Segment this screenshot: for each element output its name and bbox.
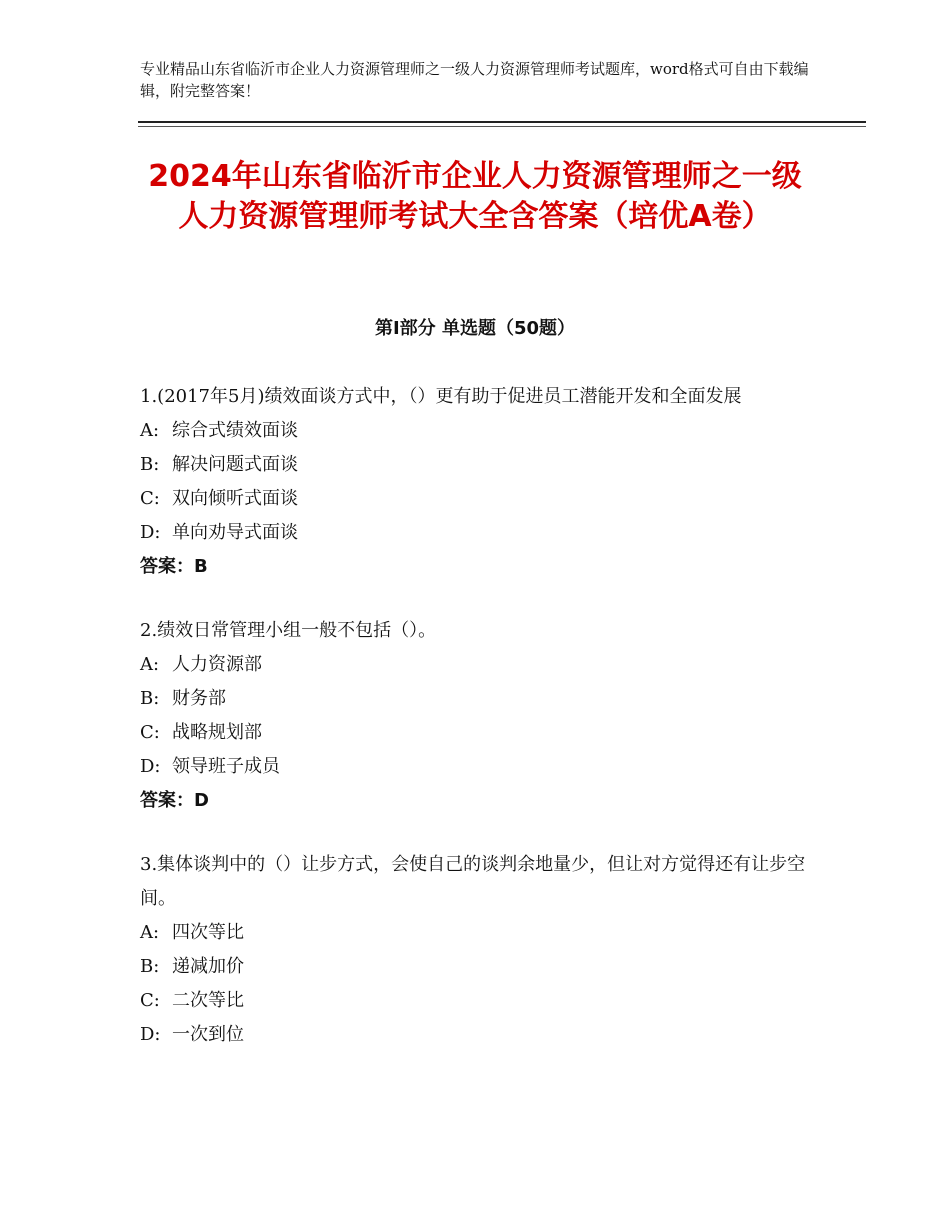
option-key: D:	[140, 522, 161, 543]
question-3	[140, 848, 810, 1052]
option-text: 递减加价	[172, 956, 244, 977]
option-key: A:	[140, 922, 160, 943]
header-rule-thick	[138, 121, 866, 123]
option-d	[140, 750, 810, 784]
option-text: 解决问题式面谈	[172, 454, 298, 475]
answer: 答案：D	[140, 790, 209, 811]
option-text: 人力资源部	[172, 654, 262, 675]
question-stem: 2.绩效日常管理小组一般不包括（）。	[140, 620, 437, 641]
option-b	[140, 448, 810, 482]
answer: 答案：B	[140, 556, 208, 577]
option-key: A:	[140, 654, 160, 675]
option-a	[140, 648, 810, 682]
option-b	[140, 950, 810, 984]
question-1	[140, 380, 810, 584]
option-c	[140, 716, 810, 750]
option-b	[140, 682, 810, 716]
option-text: 双向倾听式面谈	[172, 488, 298, 509]
option-text: 四次等比	[172, 922, 244, 943]
question-2	[140, 614, 810, 818]
option-key: C:	[140, 488, 160, 509]
option-key: B:	[140, 956, 160, 977]
option-d	[140, 516, 810, 550]
option-key: C:	[140, 722, 160, 743]
option-d	[140, 1018, 810, 1052]
option-text: 二次等比	[172, 990, 244, 1011]
option-key: A:	[140, 420, 160, 441]
header-rule-thin	[138, 126, 866, 127]
option-a	[140, 916, 810, 950]
option-text: 领导班子成员	[172, 756, 280, 777]
section-title: 第Ⅰ部分 单选题（50题）	[374, 318, 575, 339]
option-c	[140, 482, 810, 516]
option-a	[140, 414, 810, 448]
option-key: D:	[140, 1024, 161, 1045]
option-text: 财务部	[172, 688, 226, 709]
option-key: B:	[140, 454, 160, 475]
option-key: C:	[140, 990, 160, 1011]
option-key: D:	[140, 756, 161, 777]
option-text: 一次到位	[172, 1024, 244, 1045]
option-key: B:	[140, 688, 160, 709]
option-text: 综合式绩效面谈	[172, 420, 298, 441]
option-text: 战略规划部	[172, 722, 262, 743]
option-c	[140, 984, 810, 1018]
question-list	[140, 380, 810, 1082]
header-note: 专业精品山东省临沂市企业人力资源管理师之一级人力资源管理师考试题库，word格式可自由下载编辑，附完整答案！	[140, 60, 809, 100]
document-title: 2024年山东省临沂市企业人力资源管理师之一级人力资源管理师考试大全含答案（培优A卷）	[148, 159, 802, 234]
option-text: 单向劝导式面谈	[172, 522, 298, 543]
question-stem: 1.(2017年5月)绩效面谈方式中，（）更有助于促进员工潜能开发和全面发展	[140, 386, 742, 407]
question-stem: 3.集体谈判中的（）让步方式，会使自己的谈判余地量少，但让对方觉得还有让步空间。	[140, 854, 806, 909]
